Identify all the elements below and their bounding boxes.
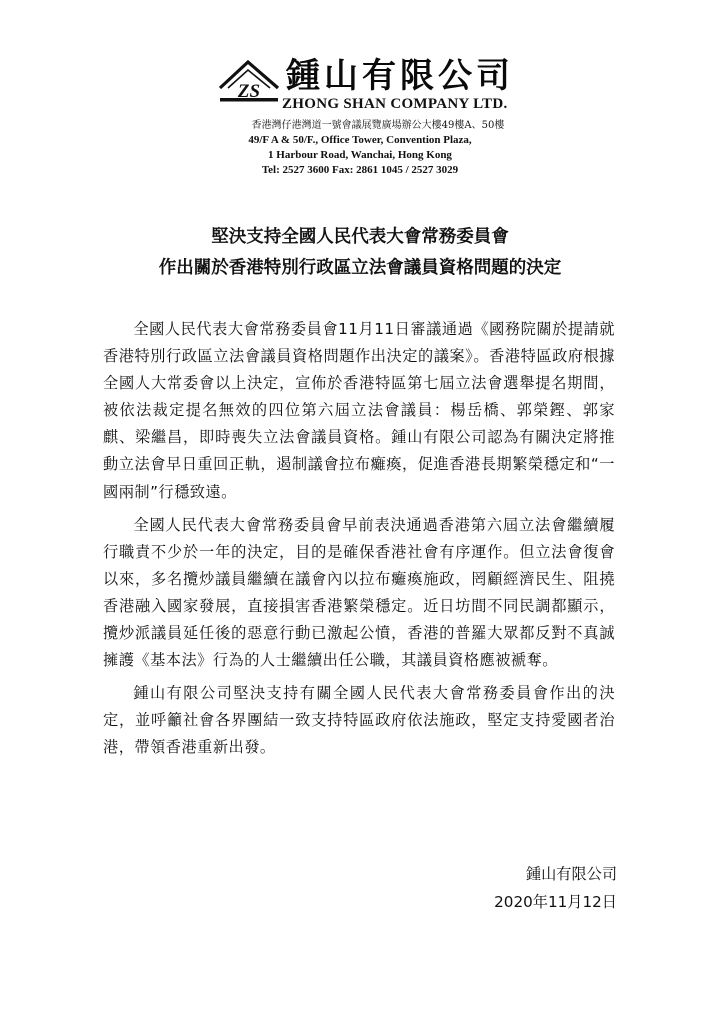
company-name-en: ZHONG SHAN COMPANY LTD. bbox=[282, 96, 508, 112]
company-name-cn: 鍾山有限公司 bbox=[286, 56, 514, 96]
letterhead bbox=[0, 48, 720, 178]
signature-company: 鍾山有限公司 bbox=[525, 865, 617, 883]
address-en-line1: 49/F A & 50/F., Office Tower, Convention Plaza, bbox=[248, 134, 472, 146]
address-block bbox=[0, 118, 720, 178]
statement-body bbox=[103, 316, 615, 768]
paragraph-2: 全國人民代表大會常務委員會早前表決通過香港第六屆立法會繼續履行職責不少於一年的決定，目的是確保香港社會有序運作。但立法會復會以來，多名攬炒議員繼續在議會內以拉布癱瘓施政，罔顧經濟民生、阻撓香港融入國家發展，直接損害香港繁榮穩定。近日坊間不同民調都顯示，攬炒派議員延任後的惡意行動已激起公憤，香港的普羅大眾都反對不真誠擁護《基本法》行為的人士繼續出任公職，其議員資格應被褫奪。 bbox=[103, 515, 615, 670]
title-line-2: 作出關於香港特別行政區立法會議員資格問題的決定 bbox=[158, 258, 562, 278]
title-line-1: 堅決支持全國人民代表大會常務委員會 bbox=[211, 227, 509, 247]
statement-title bbox=[0, 222, 720, 284]
address-cn: 香港灣仔港灣道一號會議展覽廣場辦公大樓49樓A、50樓 bbox=[251, 120, 505, 131]
signature-block bbox=[494, 860, 617, 916]
contact-line: Tel: 2527 3600 Fax: 2861 1045 / 2527 3029 bbox=[261, 164, 459, 176]
address-en-line2: 1 Harbour Road, Wanchai, Hong Kong bbox=[268, 149, 452, 161]
signature-date: 2020年11月12日 bbox=[494, 893, 617, 911]
company-logo-icon bbox=[218, 58, 280, 106]
paragraph-3: 鍾山有限公司堅決支持有關全國人民代表大會常務委員會作出的決定，並呼籲社會各界團結一致支持特區政府依法施政，堅定支持愛國者治港，帶領香港重新出發。 bbox=[103, 684, 615, 757]
logo-letters: ZS bbox=[237, 81, 261, 102]
paragraph-1: 全國人民代表大會常務委員會11月11日審議通過《國務院關於提請就香港特別行政區立法會議員資格問題作出決定的議案》。香港特區政府根據全國人大常委會以上決定，宣佈於香港特區第七屆立法會選舉提名期間，被依法裁定提名無效的四位第六屆立法會議員：楊岳橋、郭榮鏗、郭家麒、梁繼昌，即時喪失立法會議員資格。鍾山有限公司認為有關決定將推動立法會早日重回正軌，遏制議會拉布癱瘓，促進香港長期繁榮穩定和“一國兩制”行穩致遠。 bbox=[103, 320, 615, 501]
